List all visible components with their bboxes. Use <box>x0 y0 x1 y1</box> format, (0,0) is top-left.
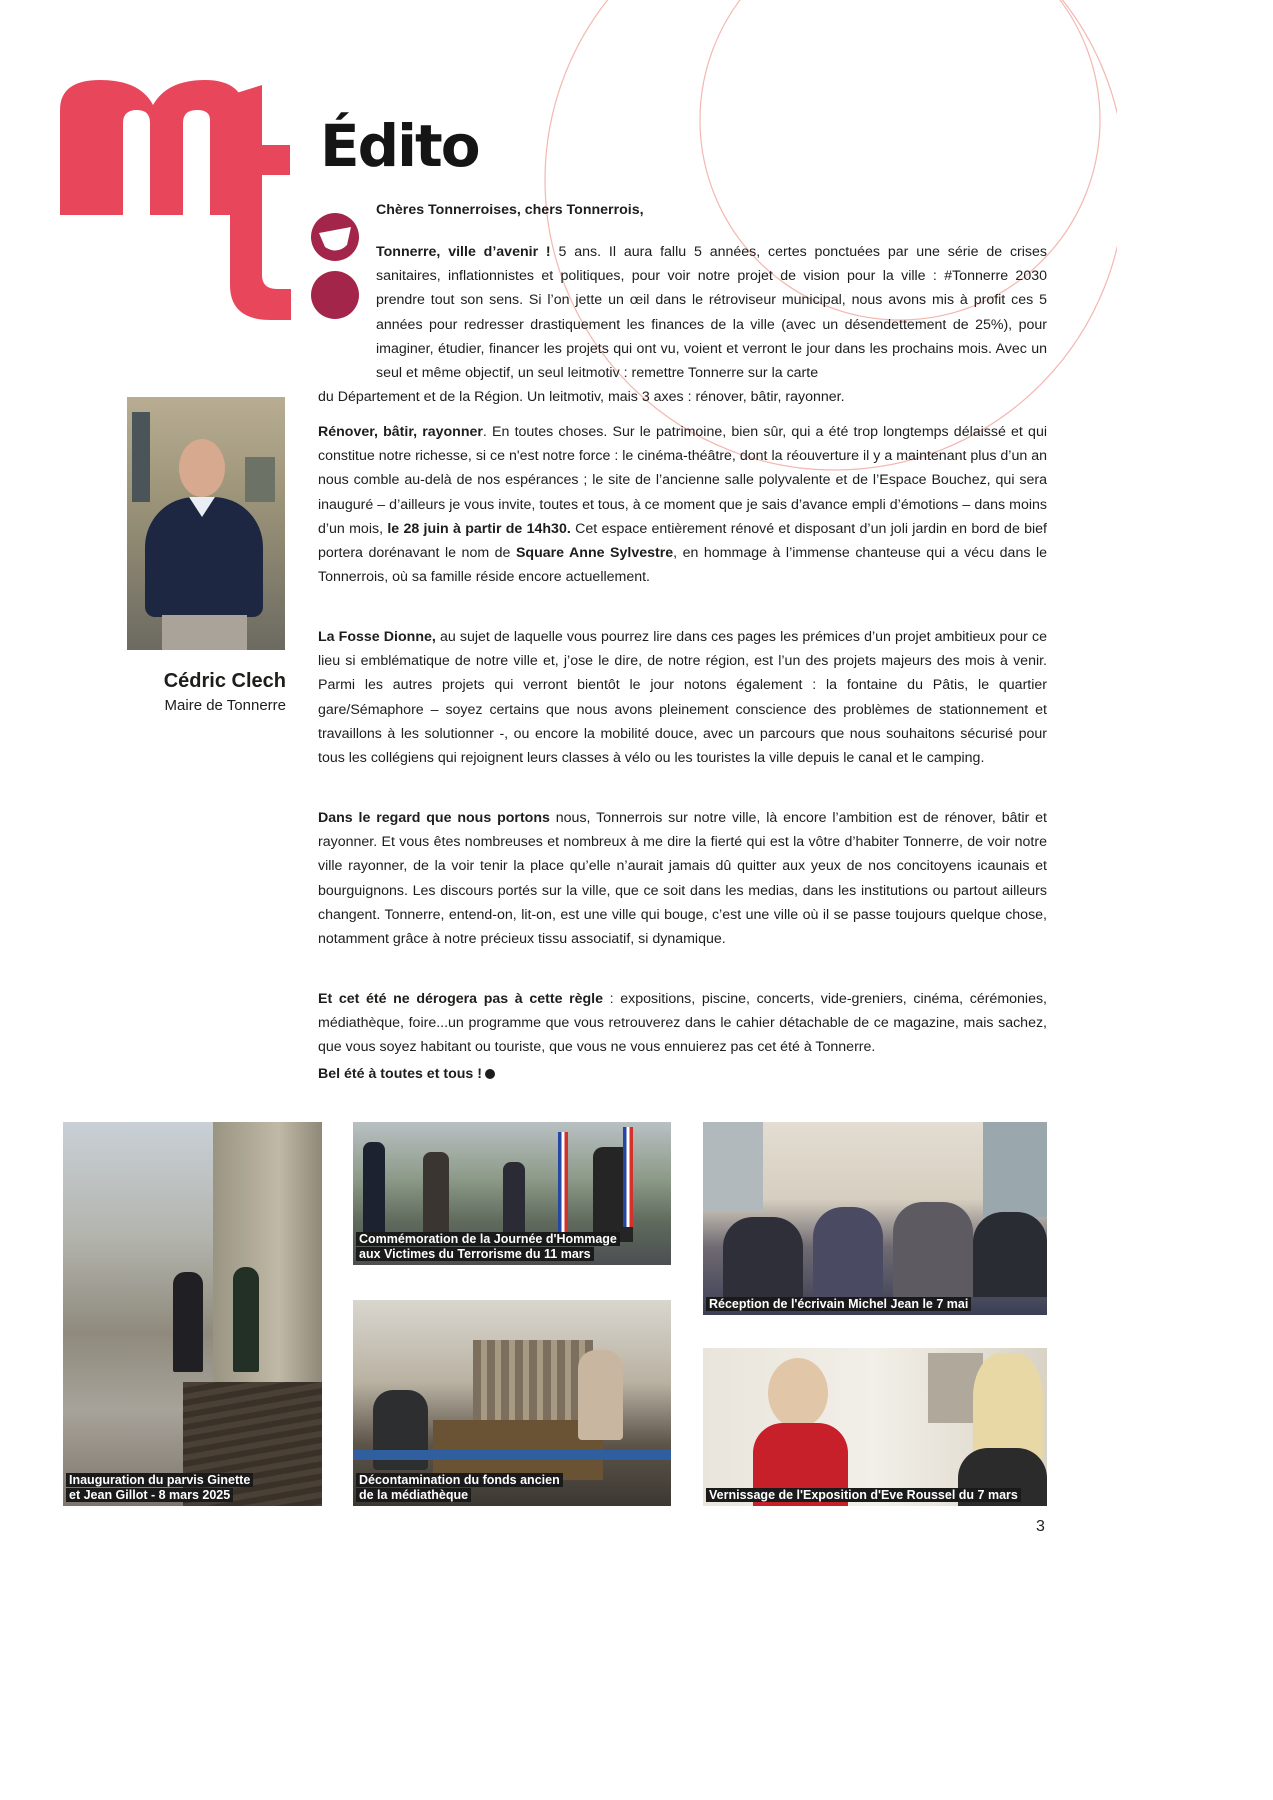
closing-text: Bel été à toutes et tous ! <box>318 1066 482 1082</box>
photo-caption: Réception de l'écrivain Michel Jean le 7 mai <box>706 1297 971 1312</box>
paragraph-2 <box>318 420 1047 589</box>
p4-lead: Dans le regard que nous portons <box>318 810 550 826</box>
mayor-role: Maire de Tonnerre <box>164 697 286 714</box>
page-title: Édito <box>320 112 479 180</box>
p4-body: nous, Tonnerrois sur notre ville, là encore l’ambition est de rénover, bâtir et rayonner. Et vous êtes nombreuses et nombreux à me dire la fierté qui est la vôtre d’habiter Tonnerre, de voir notre ville rayonner, de la voir tenir la place qu’elle n’aurait jamais dû quitter aux yeux de nos concitoyens icaunais et bourguignons. Les discours portés sur la ville, que ce soit dans les medias, dans les institutions ou partout ailleurs changent. Tonnerre, entend-on, lit-on, est une ville qui bouge, c’est une ville où il se passe toujours quelque chose, notamment grâce à notre précieux tissu associatif, si dynamique. <box>318 810 1047 948</box>
photo-caption: Décontamination du fonds ancien de la médiathèque <box>356 1473 563 1503</box>
end-dot-icon <box>485 1069 495 1079</box>
p2-lead: Rénover, bâtir, rayonner <box>318 424 483 440</box>
mayor-name: Cédric Clech <box>163 670 286 692</box>
closing-line <box>318 1066 495 1082</box>
p2-body-c: , en hommage à l’immense chanteuse qui a vécu dans le Tonnerrois, où sa famille réside encore actuellement. <box>318 545 1047 586</box>
p2-body-a: . En toutes choses. Sur le patrimoine, bien sûr, qui a été trop longtemps délaissé et qui constitue notre richesse, si ce n'est notre force : le cinéma-théâtre, dont la réouverture il y a maintenant plus d’un an nous comble au-delà de nos espérances ; le site de l’ancienne salle polyvalente et de l’Espace Bouchez, qui sera inauguré – d’ailleurs je vous invite, toutes et tous, à ce moment que je sais d’avance empli d’émotions – dans moins d’un mois, <box>318 424 1047 537</box>
photo-reception <box>703 1122 1047 1315</box>
paragraph-4 <box>318 806 1047 951</box>
photo-inauguration <box>63 1122 322 1506</box>
photo-caption: Inauguration du parvis Ginette et Jean Gillot - 8 mars 2025 <box>66 1473 253 1503</box>
photo-caption: Commémoration de la Journée d'Hommage aux Victimes du Terrorisme du 11 mars <box>356 1232 620 1262</box>
page-number: 3 <box>1036 1518 1045 1535</box>
p1-body: 5 ans. Il aura fallu 5 années, certes ponctuées par une série de crises sanitaires, inflationnistes et politiques, pour voir notre projet de vision pour la ville : #Tonnerre 2030 prendre tout son sens. Si l’on jette un œil dans le rétroviseur municipal, nous avons mis à profit ces 5 années pour redresser drastiquement les finances de la ville (avec un désendettement de 25%), pour imaginer, étudier, financer les projets qui ont vu, voient et verront le jour dans les prochains mois. Avec un seul et même objectif, un seul leitmotiv : remettre Tonnerre sur la carte <box>376 244 1047 382</box>
salutation: Chères Tonnerroises, chers Tonnerrois, <box>376 202 644 218</box>
p1-lead: Tonnerre, ville d’avenir ! <box>376 244 551 260</box>
paragraph-3 <box>318 625 1047 770</box>
p5-lead: Et cet été ne dérogera pas à cette règle <box>318 991 604 1007</box>
p2-date: le 28 juin à partir de 14h30. <box>387 520 571 537</box>
photo-vernissage <box>703 1348 1047 1506</box>
p2-square: Square Anne Sylvestre <box>515 545 674 562</box>
photo-commemoration <box>353 1122 671 1265</box>
p2-body-b: Cet espace entièrement rénové et disposant d’un joli jardin en bord de bief portera dorénavant le nom de <box>318 520 1047 562</box>
mayor-portrait <box>127 397 285 650</box>
p1-body-end: du Département et de la Région. Un leitmotiv, mais 3 axes : rénover, bâtir, rayonner. <box>318 389 845 406</box>
p3-body: au sujet de laquelle vous pourrez lire dans ces pages les prémices d’un projet ambitieux pour ce lieu si emblématique de notre ville et, j’ose le dire, de notre région, est l’un des projets majeurs des mois à venir. Parmi les autres projets qui verront bientôt le jour notons également : la fontaine du Pâtis, le quartier gare/Sémaphore – soyez certains que nous avons pleinement conscience des problèmes de stationnement et travaillons à les solutionner -, ou encore la mobilité douce, avec un parcours que nous souhaitons sécurisé pour tous les collégiens qui rejoignent leurs classes à vélo ou les touristes la ville depuis le canal et le camping. <box>318 629 1048 767</box>
p5-body: : expositions, piscine, concerts, vide-greniers, cinéma, cérémonies, médiathèque, foire...un programme que vous retrouverez dans le cahier détachable de ce magazine, mais sachez, que vous soyez habitant ou touriste, que vous ne vous ennuierez pas cet été à Tonnerre. <box>318 991 1047 1056</box>
paragraph-1 <box>318 240 1047 409</box>
paragraph-5 <box>318 987 1047 1060</box>
photo-caption: Vernissage de l'Exposition d'Eve Roussel du 7 mars <box>706 1488 1021 1503</box>
photo-decontamination <box>353 1300 671 1506</box>
p3-lead: La Fosse Dionne, <box>318 629 436 645</box>
